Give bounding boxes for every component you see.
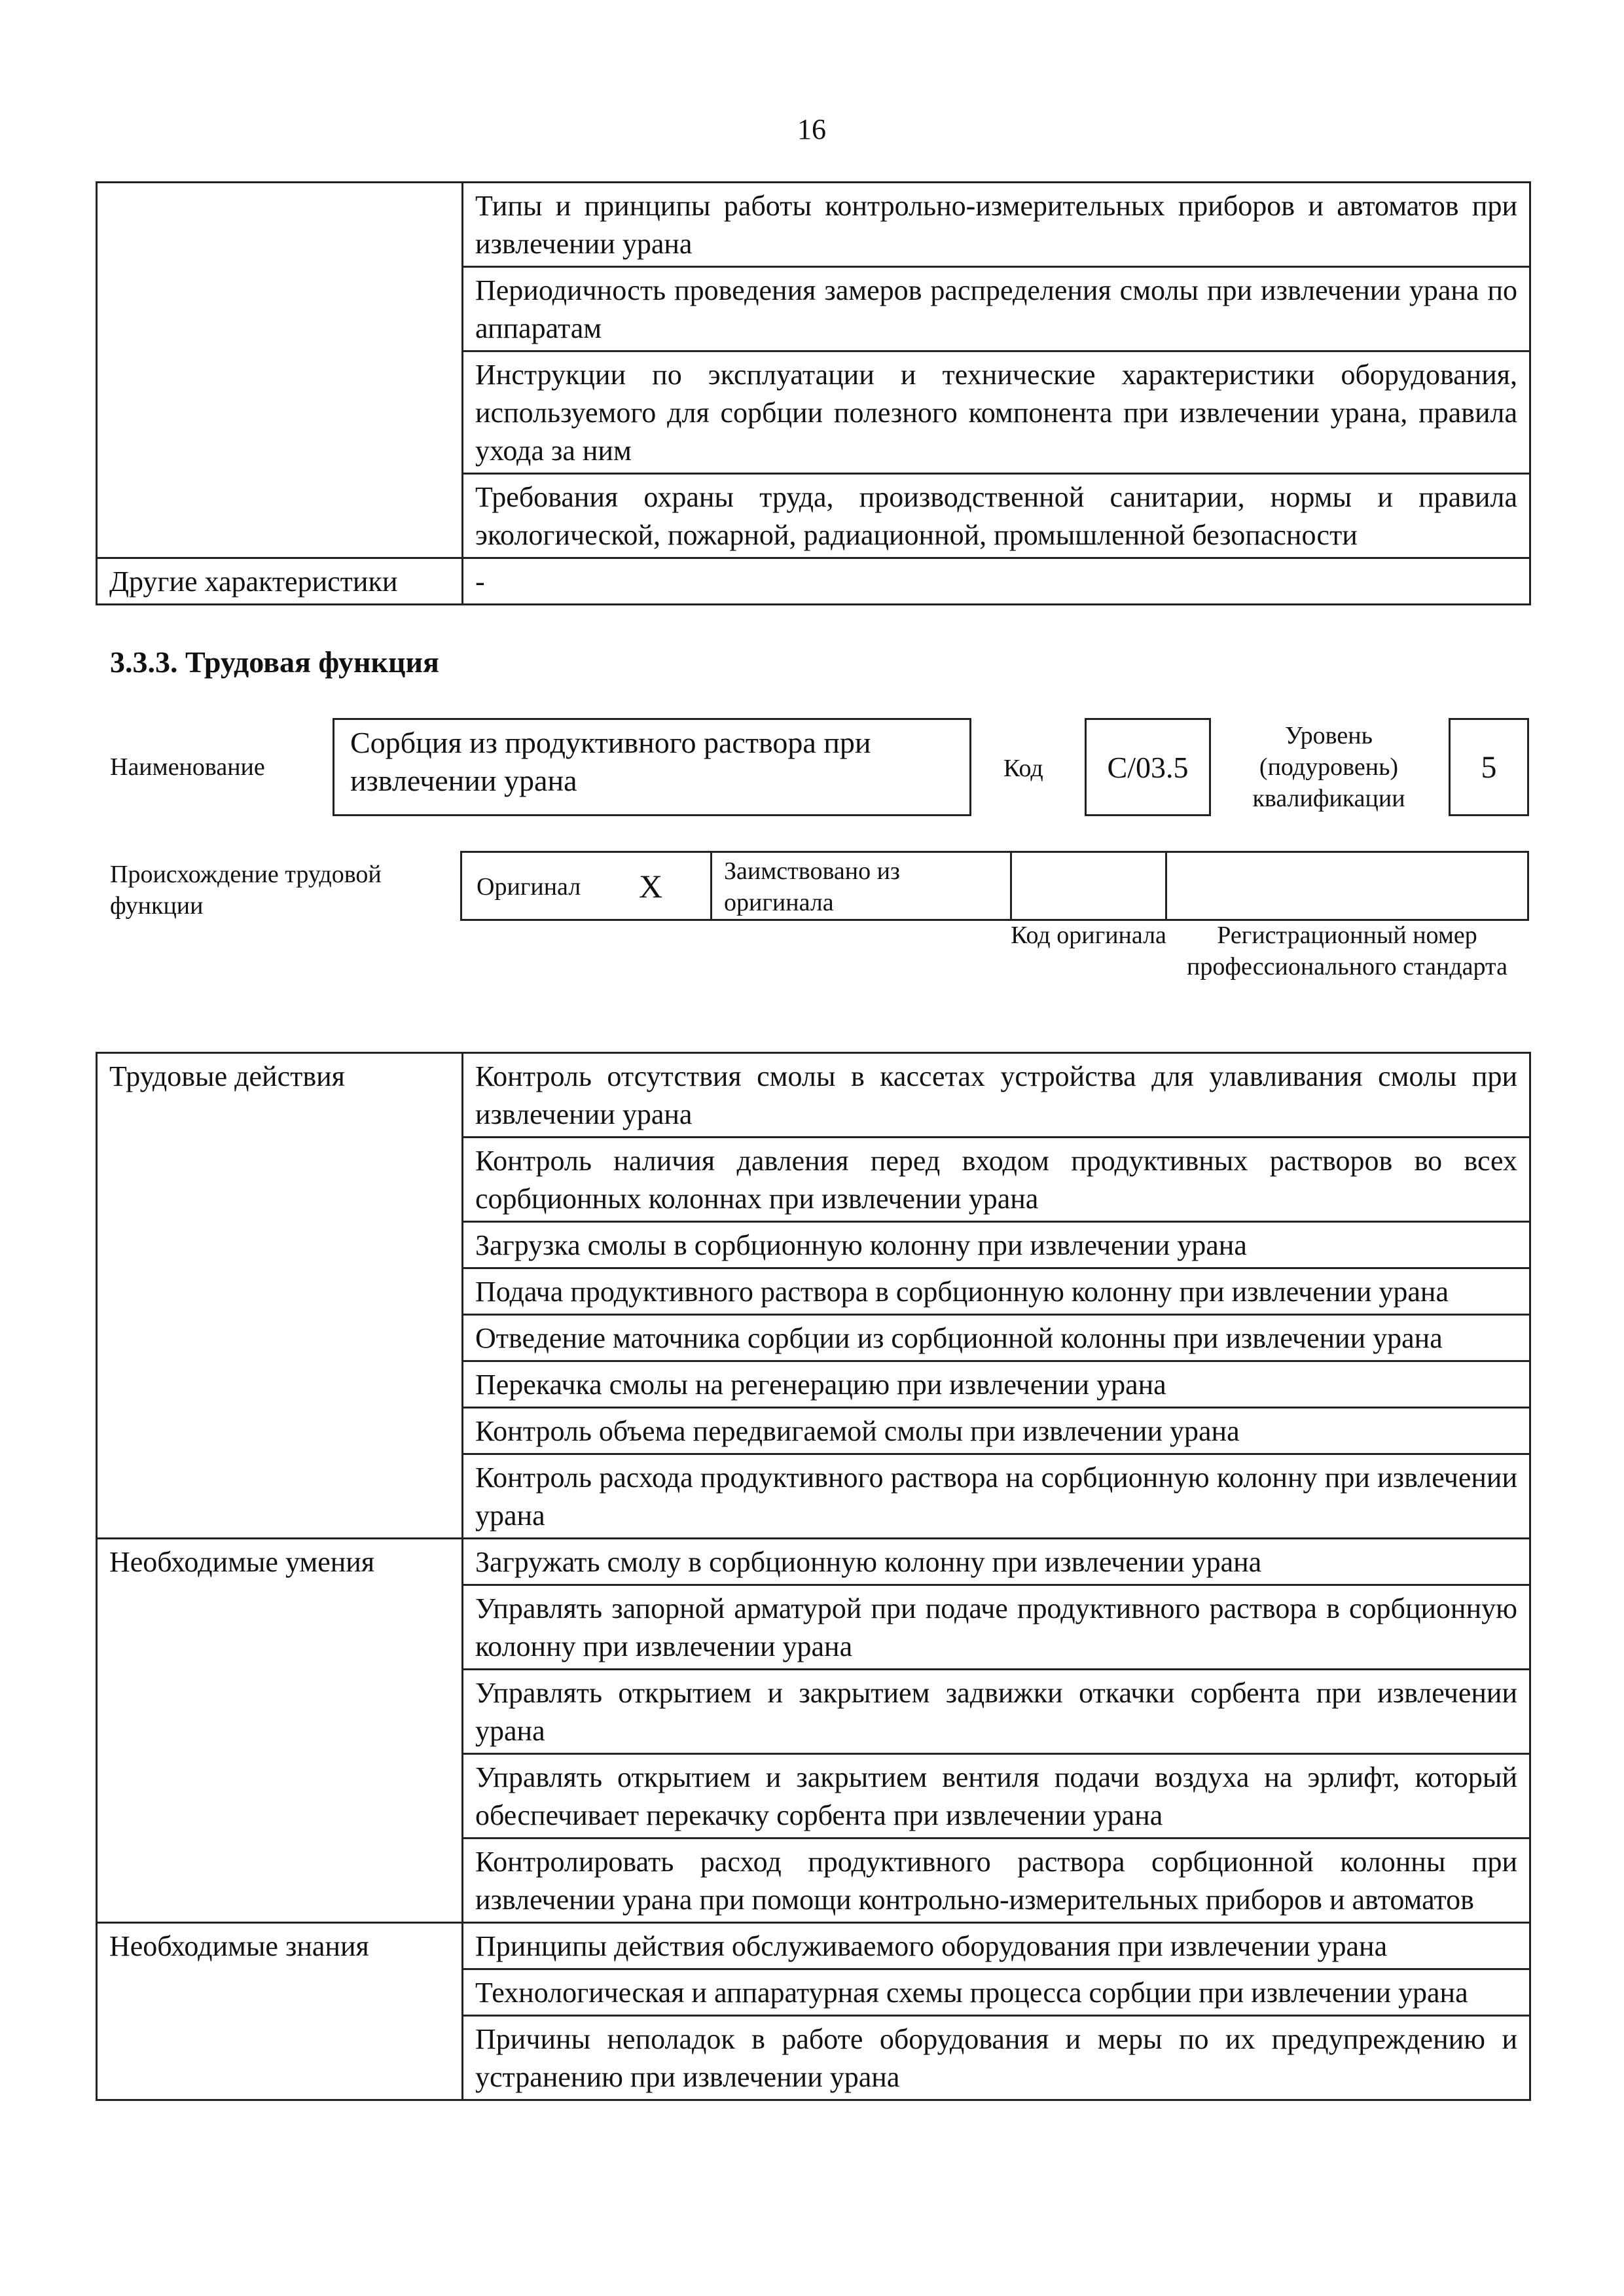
skill-item: Загружать смолу в сорбционную колонну при извлечении урана [463, 1539, 1530, 1585]
level-label: Уровень (подуровень) квалификации [1252, 722, 1405, 812]
knowledge-item: Периодичность проведения замеров распределения смолы при извлечении урана по аппаратам [463, 267, 1530, 351]
empty-label-cell [97, 351, 463, 474]
borrowed-cell [710, 851, 1012, 921]
knowledge-label: Необходимые знания [97, 1923, 463, 2100]
knowledge-item: Инструкции по эксплуатации и технические характеристики оборудования, используемого для сорбции полезного компонента при извлечении урана, правила ухода за ним [463, 351, 1530, 474]
actions-label: Трудовые действия [97, 1053, 463, 1539]
knowledge-item: Требования охраны труда, производственной санитарии, нормы и правила экологической, пожарной, радиационной, промышленной безопасности [463, 474, 1530, 558]
section-title: 3.3.3. Трудовая функция [110, 645, 439, 679]
original-code-caption: Код оригинала [1011, 922, 1166, 949]
borrowed-label: Заимствовано из оригинала [724, 857, 900, 916]
knowledge-item: Типы и принципы работы контрольно-измерительных приборов и автоматов при извлечении урана [463, 183, 1530, 267]
other-characteristics-label: Другие характеристики [97, 558, 463, 605]
action-item: Контроль расхода продуктивного раствора на сорбционную колонну при извлечении урана [463, 1454, 1530, 1539]
empty-label-cell [97, 474, 463, 558]
level-value-box: 5 [1449, 718, 1529, 816]
knowledge-continuation-table [96, 181, 1531, 605]
action-item: Контроль отсутствия смолы в кассетах устройства для улавливания смолы при извлечении урана [463, 1053, 1530, 1138]
original-code-cell [1010, 851, 1167, 921]
skill-item: Управлять открытием и закрытием вентиля подачи воздуха на эрлифт, который обеспечивает перекачку сорбента при извлечении урана [463, 1754, 1530, 1839]
action-item: Перекачка смолы на регенерацию при извлечении урана [463, 1361, 1530, 1408]
action-item: Отведение маточника сорбции из сорбционной колонны при извлечении урана [463, 1315, 1530, 1361]
skills-label: Необходимые умения [97, 1539, 463, 1923]
origin-row [460, 851, 1529, 921]
empty-label-cell [97, 183, 463, 267]
skill-item: Управлять запорной арматурой при подаче продуктивного раствора в сорбционную колонну при извлечении урана [463, 1585, 1530, 1670]
action-item: Контроль объема передвигаемой смолы при извлечении урана [463, 1408, 1530, 1454]
other-characteristics-value: - [463, 558, 1530, 605]
action-item: Контроль наличия давления перед входом продуктивных растворов во всех сорбционных колоннах при извлечении урана [463, 1138, 1530, 1222]
code-value-box: C/03.5 [1085, 718, 1211, 816]
original-label: Оригинал [477, 873, 581, 901]
knowledge-item: Причины неполадок в работе оборудования и меры по их предупреждению и устранению при извлечении урана [463, 2016, 1530, 2100]
name-value-box: Сорбция из продуктивного раствора при извлечении урана [333, 718, 971, 816]
registration-number-cell [1165, 851, 1529, 921]
knowledge-item: Технологическая и аппаратурная схемы процесса сорбции при извлечении урана [463, 1969, 1530, 2016]
action-item: Подача продуктивного раствора в сорбционную колонну при извлечении урана [463, 1268, 1530, 1315]
original-mark: X [639, 868, 663, 905]
empty-label-cell [97, 267, 463, 351]
skill-item: Управлять открытием и закрытием задвижки откачки сорбента при извлечении урана [463, 1670, 1530, 1754]
page-number: 16 [797, 113, 826, 145]
name-label: Наименование [110, 753, 265, 781]
original-cell [460, 851, 712, 921]
knowledge-item: Принципы действия обслуживаемого оборудования при извлечении урана [463, 1923, 1530, 1969]
labor-function-table [96, 1052, 1531, 2101]
registration-number-caption: Регистрационный номер профессионального стандарта [1187, 922, 1507, 980]
origin-label: Происхождение трудовой функции [110, 861, 382, 920]
action-item: Загрузка смолы в сорбционную колонну при извлечении урана [463, 1222, 1530, 1268]
code-label: Код [1003, 755, 1043, 782]
skill-item: Контролировать расход продуктивного раствора сорбционной колонны при извлечении урана при помощи контрольно-измерительных приборов и автоматов [463, 1839, 1530, 1923]
